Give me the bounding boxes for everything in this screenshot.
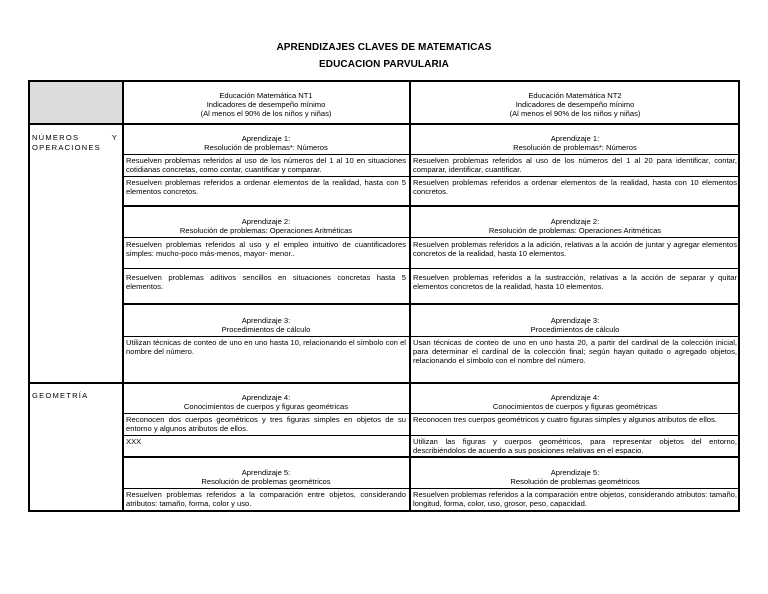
- a3-title-nt2: [413, 316, 737, 334]
- a5-nt1-indicator-1: Resuelven problemas referidos a la comparación entre objetos, considerando atributos: tamaño, forma, color y uso.: [126, 490, 406, 509]
- a1-title-line: Aprendizaje 1:: [241, 134, 291, 143]
- row-divider: [28, 123, 740, 125]
- row-divider: [122, 303, 740, 305]
- a4-title-line: Conocimientos de cuerpos y figuras geométricas: [492, 402, 658, 412]
- a1-title-line: Aprendizaje 1:: [550, 134, 600, 143]
- section-numeros-operaciones: NÚMEROS Y OPERACIONES: [32, 133, 118, 152]
- a4-title-line: Conocimientos de cuerpos y figuras geométricas: [183, 402, 349, 412]
- a2-nt2-indicator-1: Resuelven problemas referidos a la adición, relativas a la acción de juntar y agregar elementos concretos de la realidad, hasta 10 elementos.: [413, 240, 737, 259]
- header-nt2-line: Educación Matemática NT2: [528, 91, 622, 100]
- a1-nt2-indicator-2: Resuelven problemas referidos a ordenar elementos de la realidad, hasta con 10 elementos concretos.: [413, 178, 737, 197]
- header-nt1-line: Indicadores de desempeño mínimo: [206, 100, 326, 110]
- a4-title-nt2: [413, 393, 737, 411]
- header-nt1-line: Educación Matemática NT1: [219, 91, 313, 100]
- a3-nt2-indicator-1: Usan técnicas de conteo de uno en uno hasta 20, a partir del cardinal de la colección inicial, para determinar el cardinal de la colección final; según hayan quitado o agregado objetos, relacionando el símbolo con el nombre del número.: [413, 338, 737, 366]
- a2-nt1-indicator-1: Resuelven problemas referidos al uso y el empleo intuitivo de cuantificadores simples: mucho-poco más-menos, mayor- menor..: [126, 240, 406, 259]
- a1-title-line: Resolución de problemas*: Números: [204, 143, 328, 153]
- row-divider: [122, 154, 740, 155]
- section-geometria: GEOMETRÍA: [32, 391, 89, 400]
- a3-title-line: Aprendizaje 3:: [550, 316, 600, 325]
- a5-title-line: Aprendizaje 5:: [241, 468, 291, 477]
- row-divider: [122, 205, 740, 207]
- header-nt2-line: (Al menos el 90% de los niños y niñas): [509, 109, 641, 119]
- row-divider: [122, 413, 740, 414]
- header-nt1: [126, 91, 406, 119]
- a1-nt2-indicator-1: Resuelven problemas referidos al uso de los números del 1 al 20 para identificar, contar, comparar, identificar, cuantificar.: [413, 156, 737, 175]
- a1-nt1-indicator-1: Resuelven problemas referidos al uso de los números del 1 al 10 en situaciones cotidianas concretas, como contar, cuantificar y comparar.: [126, 156, 406, 175]
- document-title: APRENDIZAJES CLAVES DE MATEMATICAS: [276, 42, 492, 53]
- a3-title-nt1: [126, 316, 406, 334]
- row-divider: [122, 456, 740, 458]
- a2-title-line: Aprendizaje 2:: [550, 217, 600, 226]
- a5-title-line: Resolución de problemas geométricos: [201, 477, 331, 487]
- a2-nt2-indicator-2: Resuelven problemas referidos a la sustracción, relativas a la acción de separar y quitar elementos concretos de la realidad, hasta 10 elementos.: [413, 273, 737, 292]
- a1-nt1-indicator-2: Resuelven problemas referidos a ordenar elementos de la realidad, hasta con 5 elementos concretos.: [126, 178, 406, 197]
- a3-title-line: Procedimientos de cálculo: [530, 325, 620, 335]
- header-nt2-line: Indicadores de desempeño mínimo: [515, 100, 635, 110]
- a5-title-line: Aprendizaje 5:: [550, 468, 600, 477]
- header-nt1-line: (Al menos el 90% de los niños y niñas): [200, 109, 332, 119]
- column-divider: [122, 80, 124, 512]
- a3-title-line: Procedimientos de cálculo: [221, 325, 311, 335]
- a2-title-nt1: [126, 217, 406, 235]
- row-divider: [122, 336, 740, 337]
- a4-nt1-indicator-2: XXX: [126, 437, 142, 446]
- a3-nt1-indicator-1: Utilizan técnicas de conteo de uno en uno hasta 10, relacionando el símbolo con el nombre del número.: [126, 338, 406, 357]
- a5-nt2-indicator-1: Resuelven problemas referidos a la comparación entre objetos, considerando atributos: tamaño, longitud, forma, color, uso, grosor, peso, capacidad.: [413, 490, 737, 509]
- document-subtitle: EDUCACION PARVULARIA: [319, 59, 449, 70]
- a5-title-nt2: [413, 468, 737, 486]
- a2-title-line: Aprendizaje 2:: [241, 217, 291, 226]
- a2-title-nt2: [413, 217, 737, 235]
- a1-title-line: Resolución de problemas*: Números: [513, 143, 637, 153]
- row-divider: [122, 435, 740, 436]
- a4-title-line: Aprendizaje 4:: [550, 393, 600, 402]
- column-divider: [409, 80, 411, 512]
- a4-title-line: Aprendizaje 4:: [241, 393, 291, 402]
- a3-title-line: Aprendizaje 3:: [241, 316, 291, 325]
- row-divider: [122, 176, 740, 177]
- a5-title-line: Resolución de problemas geométricos: [510, 477, 640, 487]
- row-divider: [122, 237, 740, 238]
- a4-nt2-indicator-2: Utilizan las figuras y cuerpos geométricos, para representar objetos del entorno, describiéndolos de acuerdo a sus posiciones relativas en el espacio.: [413, 437, 737, 456]
- a4-nt1-indicator-1: Reconocen dos cuerpos geométricos y tres figuras simples en objetos de su entorno y algunos atributos de ellos.: [126, 415, 406, 434]
- row-divider: [28, 382, 740, 384]
- a4-title-nt1: [126, 393, 406, 411]
- a1-title-nt1: [126, 134, 406, 152]
- a5-title-nt1: [126, 468, 406, 486]
- row-divider: [122, 488, 740, 489]
- a2-title-line: Resolución de problemas: Operaciones Aritméticas: [179, 226, 353, 236]
- a4-nt2-indicator-1: Reconocen tres cuerpos geométricos y cuatro figuras simples y algunos atributos de ellos.: [413, 415, 717, 424]
- header-nt2: [413, 91, 737, 119]
- a2-nt1-indicator-2: Resuelven problemas aditivos sencillos en situaciones concretas hasta 5 elementos.: [126, 273, 406, 292]
- row-divider: [122, 268, 740, 269]
- a2-title-line: Resolución de problemas: Operaciones Aritméticas: [488, 226, 662, 236]
- a1-title-nt2: [413, 134, 737, 152]
